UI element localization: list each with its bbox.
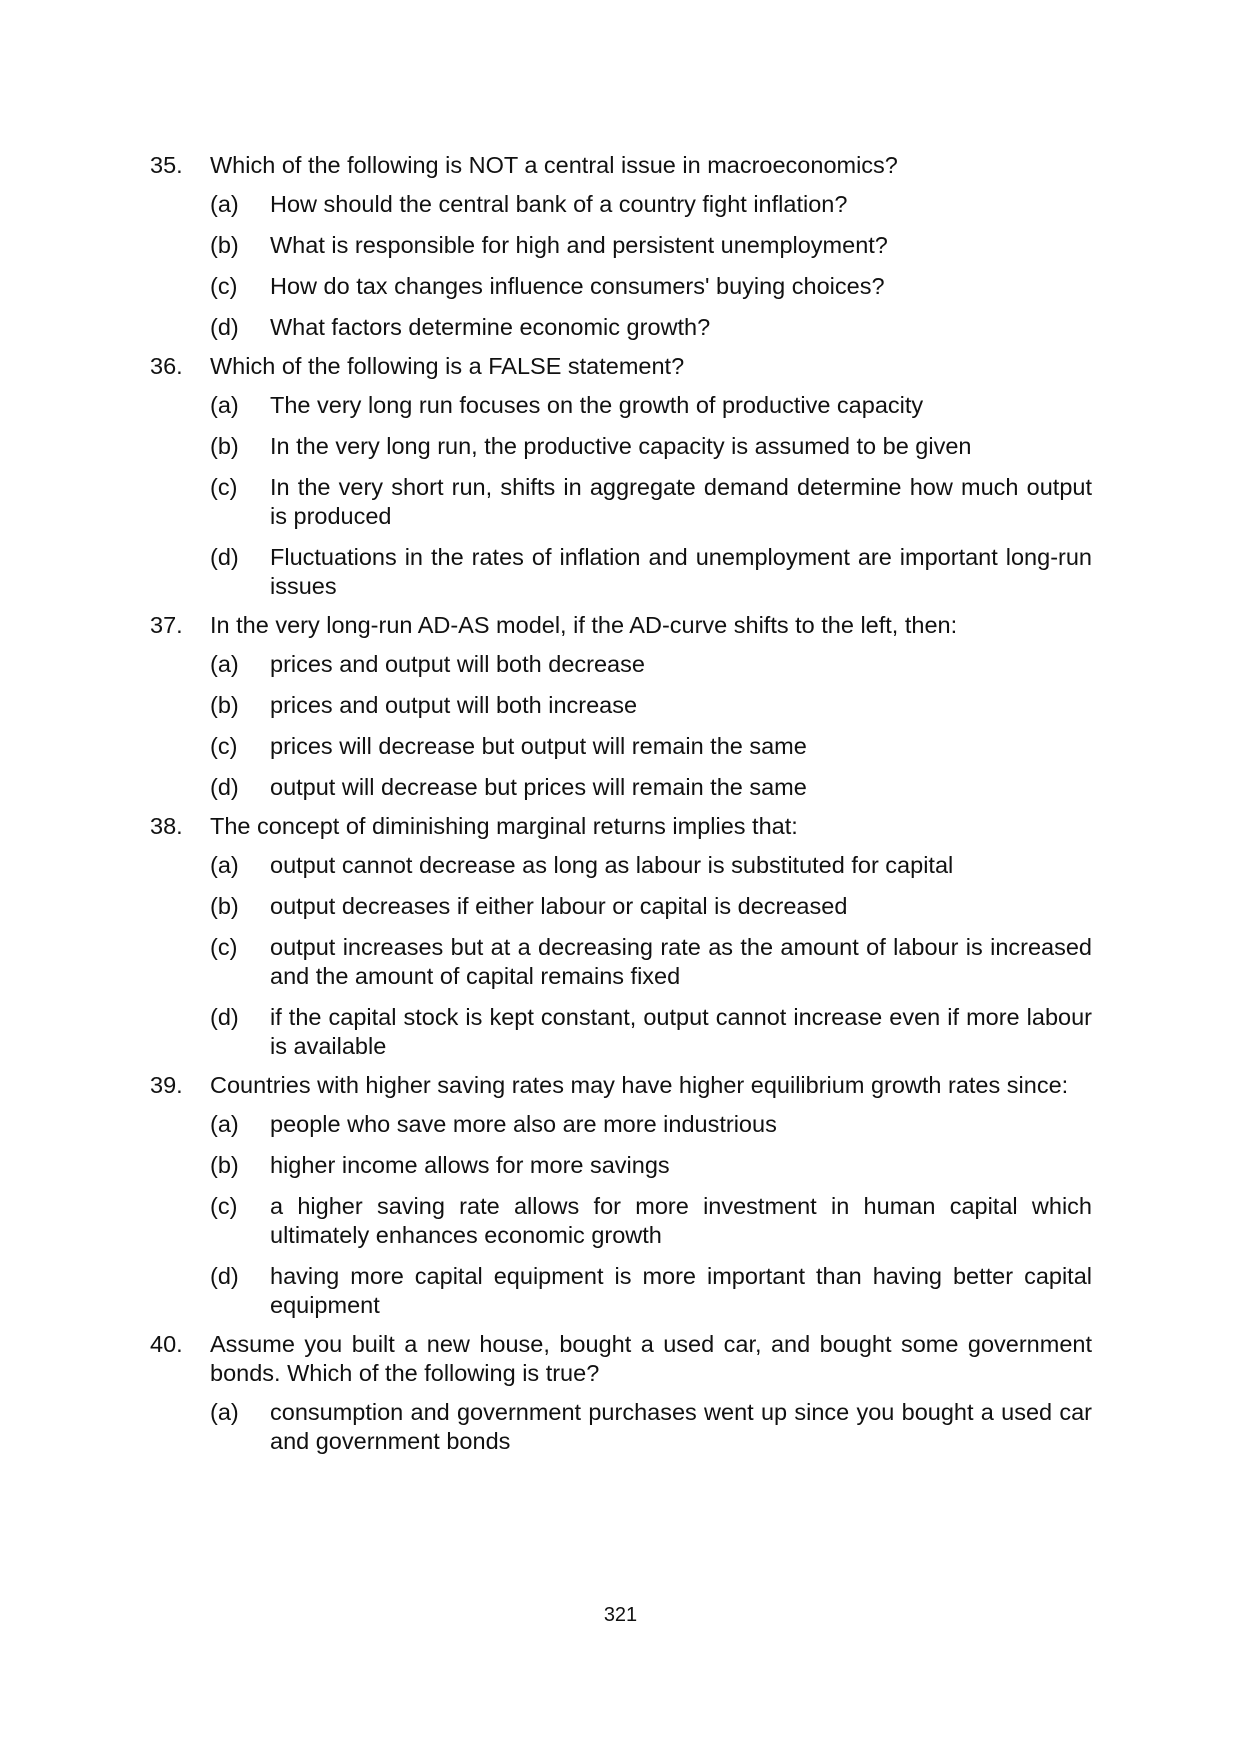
option-text: prices and output will both decrease <box>270 651 645 677</box>
option-label: (a) <box>210 852 239 878</box>
option-list <box>150 1110 1092 1320</box>
option-text: How should the central bank of a country fight inflation? <box>270 191 848 217</box>
option-item <box>210 1110 1092 1139</box>
option-item <box>210 892 1092 921</box>
page-number: 321 <box>603 1604 638 1626</box>
question-number: 35. <box>150 152 183 178</box>
option-label: (d) <box>210 1263 239 1289</box>
option-label: (a) <box>210 392 239 418</box>
option-item <box>210 391 1092 420</box>
option-text: What is responsible for high and persistent unemployment? <box>270 232 888 258</box>
question-stem <box>150 1330 1092 1388</box>
question-stem <box>150 611 1092 640</box>
question-number: 36. <box>150 353 183 379</box>
option-label: (d) <box>210 1004 239 1030</box>
question-number: 39. <box>150 1072 183 1098</box>
option-text: What factors determine economic growth? <box>270 314 711 340</box>
question-3 <box>150 611 1092 802</box>
option-item <box>210 851 1092 880</box>
option-text: output will decrease but prices will remain the same <box>270 774 807 800</box>
option-item <box>210 432 1092 461</box>
question-stem <box>150 352 1092 381</box>
option-text: prices will decrease but output will remain the same <box>270 733 807 759</box>
question-text: The concept of diminishing marginal returns implies that: <box>210 813 798 839</box>
option-text: How do tax changes influence consumers' buying choices? <box>270 273 885 299</box>
question-text: Countries with higher saving rates may have higher equilibrium growth rates since: <box>210 1072 1069 1098</box>
option-text: having more capital equipment is more important than having better capital equipment <box>270 1263 1092 1318</box>
option-item <box>210 190 1092 219</box>
option-label: (d) <box>210 774 239 800</box>
option-label: (c) <box>210 934 238 960</box>
option-text: prices and output will both increase <box>270 692 638 718</box>
option-label: (c) <box>210 1193 238 1219</box>
option-label: (c) <box>210 474 238 500</box>
option-text: consumption and government purchases went up since you bought a used car and government bonds <box>270 1399 1092 1454</box>
option-item <box>210 773 1092 802</box>
question-1 <box>150 151 1092 342</box>
option-item <box>210 313 1092 342</box>
option-item <box>210 1192 1092 1250</box>
question-number: 37. <box>150 612 183 638</box>
option-label: (a) <box>210 1111 239 1137</box>
question-number: 40. <box>150 1331 183 1357</box>
option-label: (b) <box>210 232 239 258</box>
option-item <box>210 1262 1092 1320</box>
question-text: In the very long-run AD-AS model, if the AD-curve shifts to the left, then: <box>210 612 958 638</box>
question-4 <box>150 812 1092 1061</box>
option-text: The very long run focuses on the growth of productive capacity <box>270 392 924 418</box>
option-label: (b) <box>210 433 239 459</box>
option-text: output decreases if either labour or capital is decreased <box>270 893 848 919</box>
option-item <box>210 1003 1092 1061</box>
option-text: output cannot decrease as long as labour is substituted for capital <box>270 852 954 878</box>
option-label: (b) <box>210 1152 239 1178</box>
option-item <box>210 231 1092 260</box>
question-number: 38. <box>150 813 183 839</box>
option-item <box>210 1398 1092 1456</box>
option-text: In the very short run, shifts in aggregate demand determine how much output is produced <box>270 474 1092 529</box>
question-text: Assume you built a new house, bought a used car, and bought some government bonds. Which of the following is true? <box>210 1331 1092 1386</box>
option-item <box>210 691 1092 720</box>
option-list <box>150 1398 1092 1456</box>
option-label: (a) <box>210 1399 239 1425</box>
question-text: Which of the following is a FALSE statement? <box>210 353 685 379</box>
question-stem <box>150 151 1092 180</box>
option-label: (b) <box>210 893 239 919</box>
option-label: (c) <box>210 733 238 759</box>
option-text: if the capital stock is kept constant, output cannot increase even if more labour is available <box>270 1004 1092 1059</box>
option-item <box>210 650 1092 679</box>
question-stem <box>150 812 1092 841</box>
option-list <box>150 190 1092 342</box>
question-6 <box>150 1330 1092 1456</box>
option-text: higher income allows for more savings <box>270 1152 670 1178</box>
option-label: (a) <box>210 651 239 677</box>
option-list <box>150 391 1092 601</box>
question-text: Which of the following is NOT a central issue in macroeconomics? <box>210 152 898 178</box>
option-text: In the very long run, the productive capacity is assumed to be given <box>270 433 972 459</box>
option-item <box>210 272 1092 301</box>
option-item <box>210 732 1092 761</box>
option-text: Fluctuations in the rates of inflation and unemployment are important long-run issues <box>270 544 1092 599</box>
question-5 <box>150 1071 1092 1320</box>
option-list <box>150 650 1092 802</box>
option-label: (d) <box>210 544 239 570</box>
option-text: output increases but at a decreasing rate as the amount of labour is increased and the amount of capital remains fixed <box>270 934 1092 989</box>
option-item <box>210 933 1092 991</box>
option-item <box>210 543 1092 601</box>
option-text: a higher saving rate allows for more investment in human capital which ultimately enhances economic growth <box>270 1193 1092 1248</box>
question-stem <box>150 1071 1092 1100</box>
option-list <box>150 851 1092 1061</box>
question-list <box>150 151 1092 1466</box>
question-2 <box>150 352 1092 601</box>
option-item <box>210 1151 1092 1180</box>
option-label: (d) <box>210 314 239 340</box>
option-text: people who save more also are more industrious <box>270 1111 777 1137</box>
option-label: (a) <box>210 191 239 217</box>
option-label: (b) <box>210 692 239 718</box>
option-item <box>210 473 1092 531</box>
option-label: (c) <box>210 273 238 299</box>
